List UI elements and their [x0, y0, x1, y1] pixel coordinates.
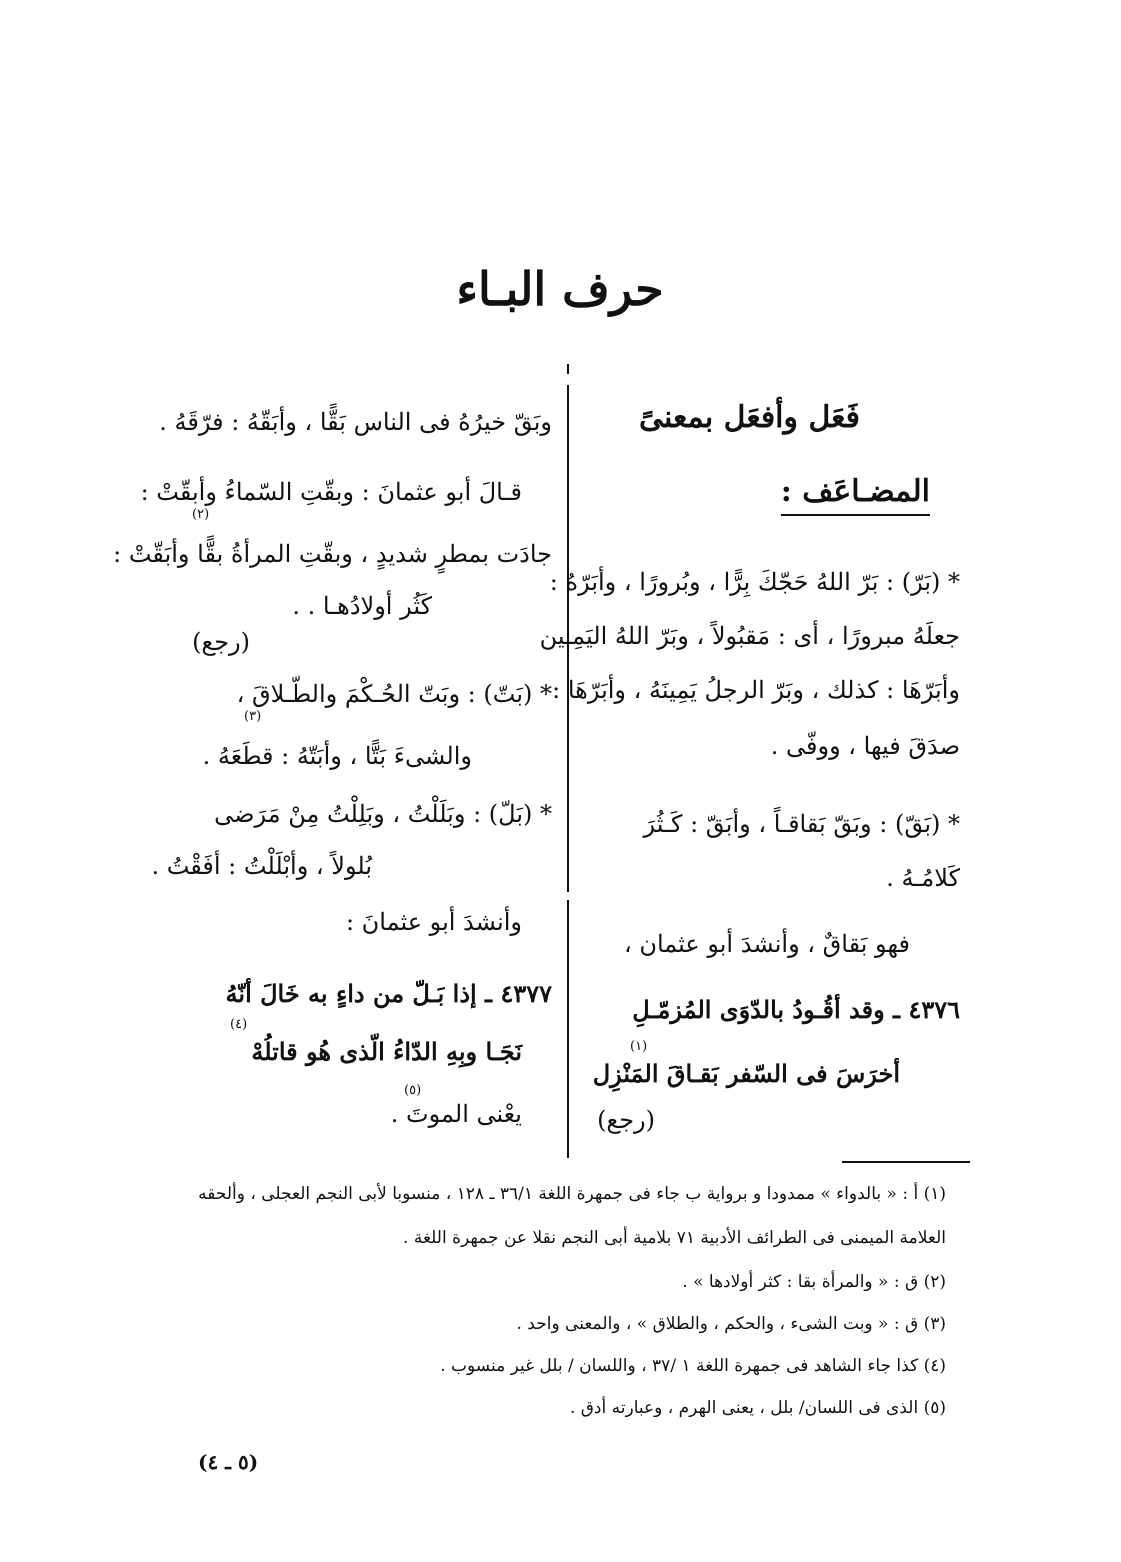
entry-line: وبَقّ خيرُهُ فى الناس بَقًّا ، وأبَقّهُ : فرّقَهُ . — [159, 408, 552, 436]
page-number: (٥ ـ ٤) — [198, 1450, 259, 1474]
footnote: (٤) كذا جاء الشاهد فى جمهرة اللغة ١ /٣٧ ، واللسان / بلل غير منسوب . — [440, 1356, 946, 1376]
verse-line: ٤٣٧٦ ـ وقد أقُـودُ بالدّوَى المُزمّـلِ — [632, 995, 960, 1024]
entry-line: جادَت بمطرٍ شديدٍ ، وبقّتِ المرأةُ بقًّا وأبَقّتْ : — [113, 540, 552, 568]
chapter-title: حرف البـاء — [456, 262, 664, 316]
verse-line: أخرَسَ فى السّفر بَقـاقَ المَنْزِل — [592, 1059, 900, 1088]
return-mark: (رجع) — [597, 1106, 655, 1134]
column-divider-lower — [567, 900, 569, 1158]
footnote: (٢) ق : « والمرأة بقا : كثر أولادها » . — [682, 1272, 946, 1292]
footnote-marker: (٣) — [244, 709, 262, 724]
entry-line: يعْنى الموتَ . — [390, 1100, 522, 1128]
entry-line: والشىءَ بَتًّا ، وأبَتّهُ : قطَعَهُ . — [202, 742, 472, 770]
footnote-marker: (٢) — [192, 507, 210, 522]
entry-line: صدَقَ فيها ، ووفّى . — [770, 732, 960, 760]
footnote: (١) أ : « بالدواء » ممدودا و برواية ب جاء فى جمهرة اللغة ٣٦/١ ـ ١٢٨ ، منسوبا لأبى النجم العجلى ، وألحقه — [198, 1184, 946, 1204]
section-subheading: المضـاعَف : — [781, 474, 930, 516]
footnote-marker: (٥) — [404, 1083, 422, 1098]
entry-line: جعلَهُ مبرورًا ، أى : مَقبُولاً ، وبَرّ اللهُ اليَمِـين — [539, 622, 960, 650]
column-divider-top — [567, 364, 569, 374]
entry-line: فهو بَقاقٌ ، وأنشدَ أبو عثمان ، — [623, 930, 910, 958]
entry-line: كَثُر أولادُهـا . . — [292, 592, 432, 620]
footnote-separator — [842, 1161, 970, 1163]
entry-line: قـالَ أبو عثمانَ : وبقّتِ السّماءُ وأبقّتْ : — [140, 478, 522, 506]
footnote-marker: (١) — [630, 1039, 648, 1054]
return-mark: (رجع) — [192, 628, 250, 656]
entry-line: وأنشدَ أبو عثمانَ : — [345, 908, 522, 936]
entry-line: كَلامُـهُ . — [886, 864, 960, 892]
footnote: (٥) الذى فى اللسان/ بلل ، يعنى الهرم ، وعبارته أدق . — [569, 1398, 946, 1418]
verse-line: نَجَـا وبِهِ الدّاءُ الّذى هُو قاتلُهْ — [251, 1037, 522, 1066]
section-heading: فَعَل وأفعَل بمعنىً — [638, 400, 860, 435]
verse-line: ٤٣٧٧ ـ إذا بَـلّ من داءٍ به خَالَ أنّهُ — [225, 979, 552, 1008]
entry-line: * (بَرّ) : بَرّ اللهُ حَجّكَ بِرًّا ، وبُرورًا ، وأبَرّهُ : — [549, 568, 960, 596]
entry-line: بُلولاً ، وأبْلَلْتُ : أفَقْتُ . — [151, 852, 372, 880]
entry-line: * (بَلّ) : وبَلَلْتُ ، وبَلِلْتُ مِنْ مَرَضى — [214, 800, 552, 828]
entry-line: * (بَقّ) : وبَقّ بَقاقـاً ، وأبَقّ : كَـثُرَ — [643, 810, 960, 838]
entry-line: وأبَرّهَا : كذلك ، وبَرّ الرجلُ يَمِينَهُ ، وأبَرّهَا : — [552, 676, 960, 704]
entry-line: * (بَتّ) : وبَتّ الحُـكْمَ والطّـلاقَ ، — [236, 680, 552, 708]
footnote: (٣) ق : « وبت الشىء ، والحكم ، والطلاق » ، والمعنى واحد . — [516, 1314, 946, 1334]
footnote-marker: (٤) — [230, 1017, 248, 1032]
footnote: العلامة الميمنى فى الطرائف الأدبية ٧١ بلامية أبى النجم نقلا عن جمهرة اللغة . — [403, 1228, 946, 1248]
